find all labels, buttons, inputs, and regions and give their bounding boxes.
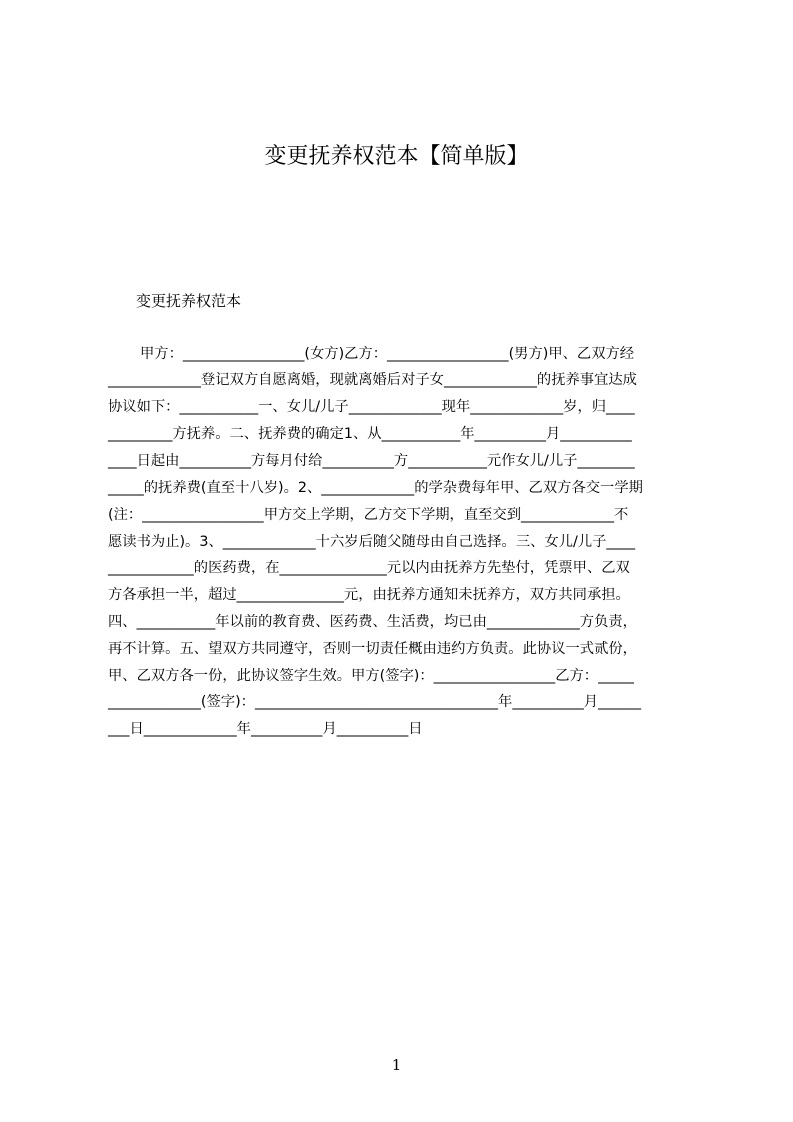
agreement-line-9: ____________的医药费，在_______________元以内由抚养方先垫付，凭票甲、乙双 [108,560,630,576]
agreement-line-8: 愿读书为止)。3、_____________十六岁后随父随母由自己选择。三、女儿/儿子____ [108,534,636,550]
agreement-line-4: _________方抚养。二、抚养费的确定1、从___________年__________月__________ [108,426,632,442]
agreement-line-12: 再不计算。五、望双方共同遵守，否则一切责任概由违约方负责。此协议一式贰份， [108,641,637,657]
agreement-line-1: 甲方：_________________(女方)乙方：_________________(男方)甲、乙双方经 [140,346,635,362]
document-subtitle: 变更抚养权范本 [136,292,242,310]
agreement-line-3: 协议如下：___________一、女儿/儿子_____________现年_____________岁，归____ [108,399,635,415]
agreement-line-7: (注：_________________甲方交上学期，乙方交下学期，直至交到_____________不 [108,507,629,523]
agreement-line-11: 四、___________年以前的教育费、医药费、生活费，均已由_____________方负责， [108,614,637,630]
agreement-line-13: 甲、乙双方各一份，此协议签字生效。甲方(签字)：_________________乙方：_____ [108,668,634,684]
agreement-line-2: _____________登记双方自愿离婚，现就离婚后对子女_____________的抚养事宜达成 [108,372,637,388]
agreement-line-10: 方各承担一半，超过_______________元，由抚养方通知未抚养方，双方共同承担。 [108,587,630,603]
page-number: 1 [391,1056,402,1074]
agreement-line-14: _____________(签字)：__________________________________年__________月______ [108,694,641,710]
agreement-line-15: ___日_____________年__________月__________日 [108,721,423,737]
document-title: 变更抚养权范本【简单版】 [264,144,529,169]
agreement-line-5: ____日起由__________方每月付给__________方___________元作女儿/儿子________ [108,453,635,469]
agreement-line-6: _____的抚养费(直至十八岁)。2、_____________的学杂费每年甲、乙双方各交一学期 [108,480,643,496]
